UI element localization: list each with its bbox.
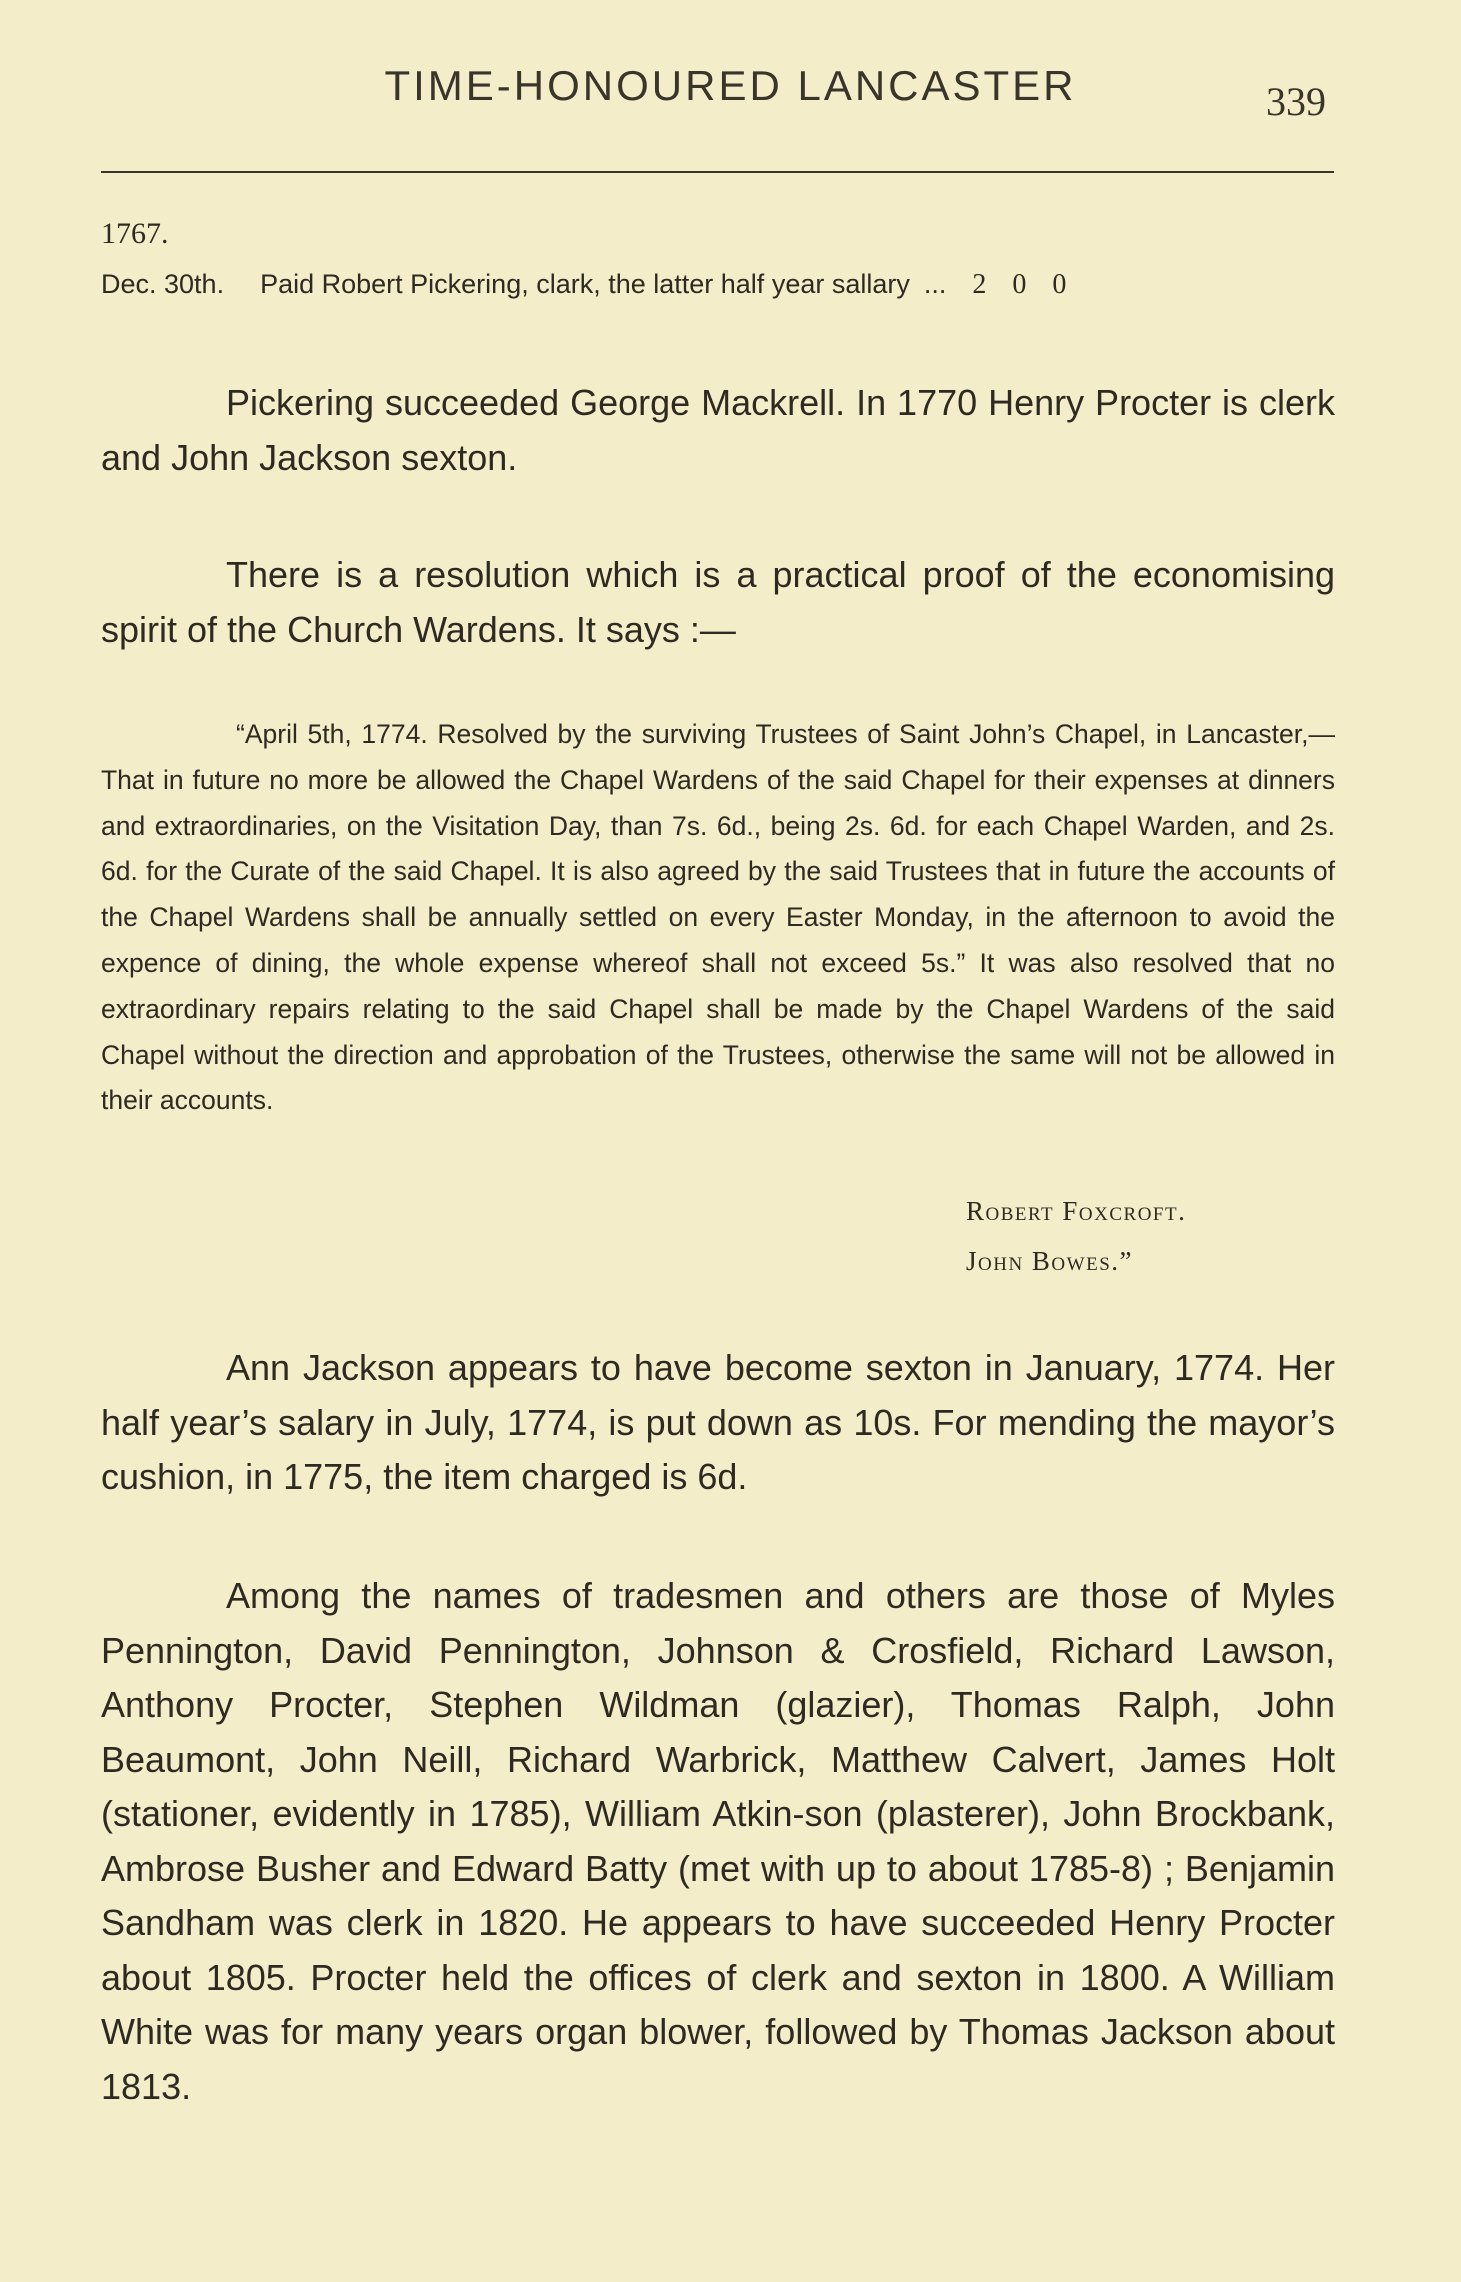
paragraph-ann-jackson: Ann Jackson appears to have become sexton in January, 1774. Her half year’s salary in July, 1774, is put down as 10s. For mending the mayor’s cushion, in 1775, the item charged is 6d. [101,1347,1335,1497]
signatory-bowes: John Bowes.” [966,1246,1133,1276]
ledger-leader-dots: ... [923,269,947,299]
ledger-date: Dec. 30th. [101,269,225,299]
signatory-foxcroft: Robert Foxcroft. [966,1196,1187,1226]
ledger-shillings: 0 [1012,269,1027,300]
ledger-pence: 0 [1052,269,1067,300]
header-rule [101,171,1334,173]
paragraph-pickering: Pickering succeeded George Mackrell. In 1770 Henry Procter is clerk and John Jackson sexton. [101,382,1335,478]
page-number: 339 [1266,79,1326,124]
running-header: TIME-HONOURED LANCASTER [384,62,1077,109]
ledger-text: Paid Robert Pickering, clark, the latter half year sallary [260,269,910,299]
resolution-quote: “April 5th, 1774. Resolved by the surviving Trustees of Saint John’s Chapel, in Lancaster,—That in future no more be allowed the Chapel Wardens of the said Chapel for their expenses at dinners and extraordinaries, on the Visitation Day, than 7s. 6d., being 2s. 6d. for each Chapel Warden, and 2s. 6d. for the Curate of the said Chapel. It is also agreed by the said Trustees that in future the accounts of the Chapel Wardens shall be annually settled on every Easter Monday, in the afternoon to avoid the expence of dining, the whole expense whereof shall not exceed 5s.” It was also resolved that no extraordinary repairs relating to the said Chapel shall be made by the Chapel Wardens of the said Chapel without the direction and approbation of the Trustees, otherwise the same will not be allowed in their accounts. [101,719,1335,1116]
paragraph-resolution-intro: There is a resolution which is a practical proof of the economising spirit of the Church Wardens. It says :— [101,554,1335,650]
signatories [966,1186,1186,1286]
ledger-year: 1767. [101,217,169,250]
paragraph-tradesmen: Among the names of tradesmen and others are those of Myles Pennington, David Pennington, Johnson & Crosfield, Richard Lawson, Anthony Procter, Stephen Wildman (glazier), Thomas Ralph, John Beaumont, John Neill, Richard Warbrick, Matthew Calvert, James Holt (stationer, evidently in 1785), William Atkin-son (plasterer), John Brockbank, Ambrose Busher and Edward Batty (met with up to about 1785-8) ; Benjamin Sandham was clerk in 1820. He appears to have succeeded Henry Procter about 1805. Procter held the offices of clerk and sexton in 1800. A William White was for many years organ blower, followed by Thomas Jackson about 1813. [101,1575,1335,2107]
ledger-entry [101,269,1331,301]
ledger-pounds: 2 [972,269,987,300]
